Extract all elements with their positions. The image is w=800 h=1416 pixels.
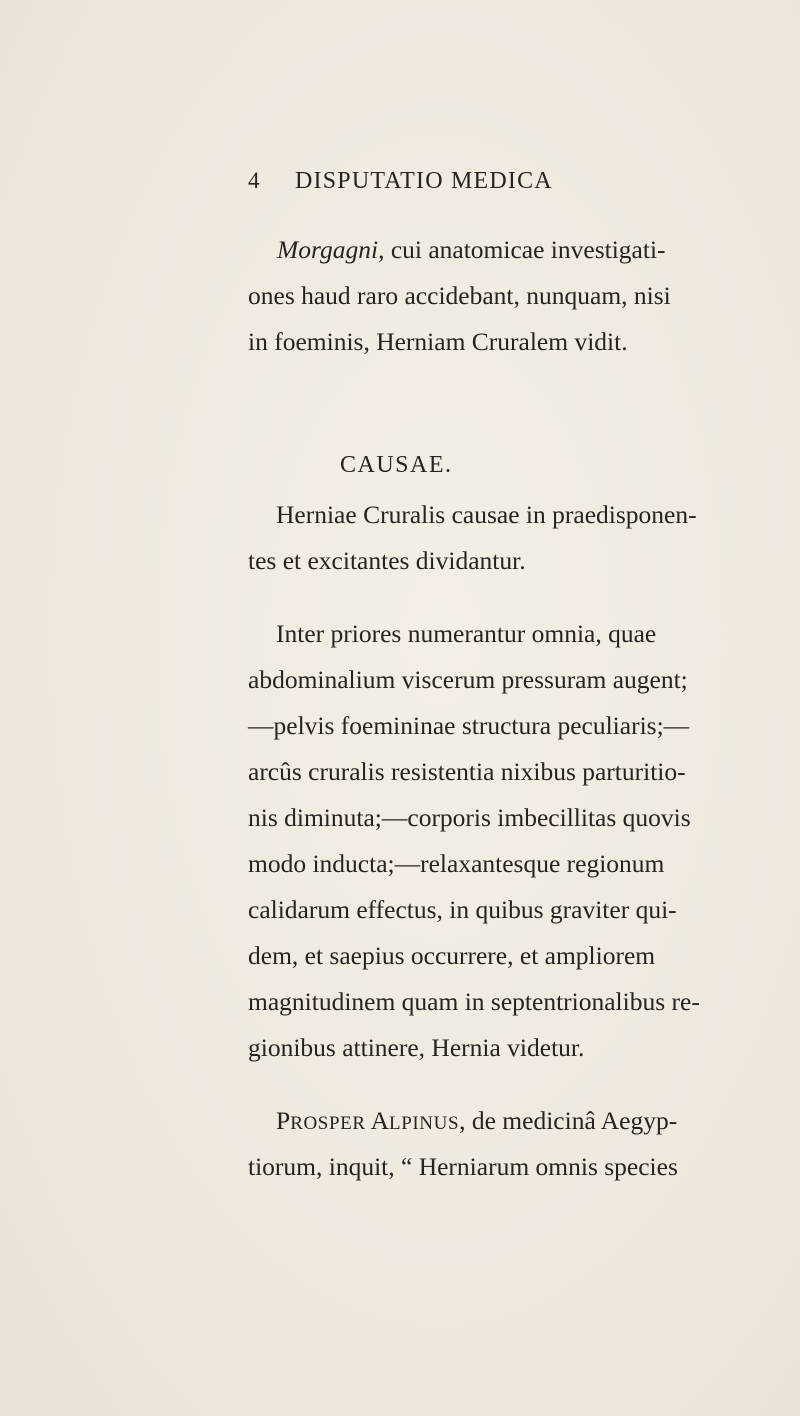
page-number: 4 — [248, 168, 260, 193]
text-line: calidarum effectus, in quibus graviter qui- — [248, 895, 677, 924]
small-caps-initial: A — [370, 1106, 389, 1135]
page-header — [0, 168, 800, 198]
small-caps-initial: P — [276, 1106, 291, 1135]
text-line: tiorum, inquit, “ Herniarum omnis species — [248, 1152, 678, 1181]
running-head: DISPUTATIO MEDICA — [295, 168, 553, 194]
text-line: gionibus attinere, Hernia videtur. — [248, 1033, 585, 1062]
text-line: nis diminuta;—corporis imbecillitas quovis — [248, 803, 691, 832]
small-caps-text: ROSPER — [290, 1113, 366, 1134]
text-line: —pelvis foemininae structura peculiaris;— — [248, 711, 690, 740]
text-line: dem, et saepius occurrere, et ampliorem — [248, 941, 656, 970]
section-heading: CAUSAE. — [340, 452, 453, 478]
text-line: modo inducta;—relaxantesque regionum — [248, 849, 665, 878]
text-line — [277, 235, 666, 265]
text-line: magnitudinem quam in septentrionalibus re- — [248, 987, 700, 1016]
text-line: arcûs cruralis resistentia nixibus parturitio- — [248, 757, 686, 786]
text-span: , cui anatomicae investigati- — [378, 235, 666, 264]
text-line: tes et excitantes dividantur. — [248, 546, 526, 575]
small-caps-text: LPINUS — [389, 1113, 460, 1134]
text-line: Inter priores numerantur omnia, quae — [276, 619, 657, 648]
italic-name: Morgagni — [277, 235, 379, 264]
text-span: , de medicinâ Aegyp- — [459, 1106, 678, 1135]
text-line: ones haud raro accidebant, nunquam, nisi — [248, 281, 671, 310]
text-line: abdominalium viscerum pressuram augent; — [248, 665, 688, 694]
text-line — [276, 1106, 677, 1139]
text-line: in foeminis, Herniam Cruralem vidit. — [248, 327, 628, 356]
text-line: Herniae Cruralis causae in praedisponen- — [276, 500, 697, 529]
